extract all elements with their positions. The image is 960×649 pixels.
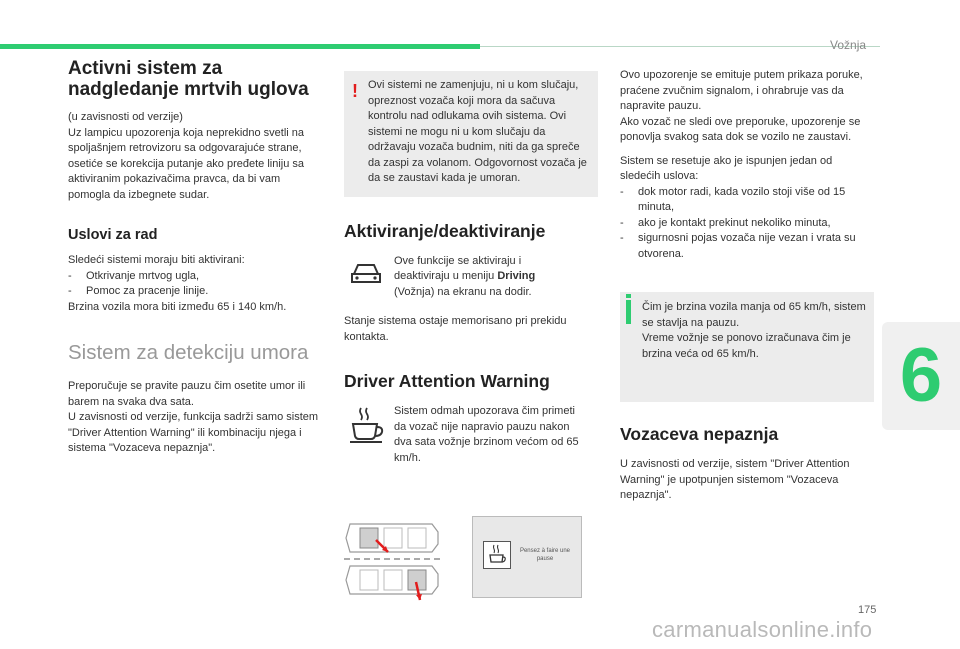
activation-row bbox=[344, 254, 598, 301]
chapter-color-bar bbox=[0, 44, 480, 49]
list-item-text: ako je kontakt prekinut nekoliko minuta, bbox=[638, 216, 831, 229]
driver-inattention-text: U zavisnosti od verzije, sistem "Driver Attention Warning" je upotpunjen sistemom "Vozaceva nepaznja". bbox=[620, 458, 850, 501]
list-item: - Pomoc za pracenje linije. bbox=[68, 284, 324, 300]
list-item: - Otkrivanje mrtvog ugla, bbox=[68, 269, 324, 285]
info-recalculate: Vreme vožnje se ponovo izračunava čim je brzina veća od 65 km/h. bbox=[642, 332, 851, 360]
screen-text-line: pause bbox=[536, 556, 554, 562]
car-icon bbox=[344, 254, 394, 295]
activation-text-start: Ove funkcije se aktiviraju i deaktiviraju u meniju bbox=[394, 254, 522, 282]
lane-correction-figure bbox=[344, 516, 444, 606]
page-number: 175 bbox=[858, 604, 877, 616]
coffee-cup-icon bbox=[483, 541, 511, 569]
chapter-tab[interactable] bbox=[882, 322, 960, 430]
section-title-conditions: Uslovi za rad bbox=[68, 227, 158, 243]
reset-intro: Sistem se resetuje ako je ispunjen jedan od sledećih uslova: bbox=[620, 154, 833, 182]
list-item-text: sigurnosni pojas vozača nije vezan i vrata su otvorena. bbox=[638, 232, 856, 260]
watermark: carmanualsonline.info bbox=[652, 617, 873, 642]
blind-spot-description: Uz lampicu upozorenja koja neprekidno svetli na spoljašnjem retrovizoru sa odgovarajuće strane, osetiće se korekcija putanje ako pređete liniju sa aktiviranim pokazivačima pravca, da bi vam pomogla da izbegnete sudar. bbox=[68, 126, 305, 201]
driving-menu-label: Driving bbox=[497, 270, 536, 282]
section-title-blind-spot bbox=[68, 58, 324, 100]
section-title-fatigue: Sistem za detekciju umora bbox=[68, 341, 309, 364]
pause-message-screen bbox=[472, 516, 582, 598]
speed-condition: Brzina vozila mora biti između 65 i 140 km/h. bbox=[68, 300, 287, 313]
column-middle bbox=[344, 71, 598, 466]
warning-text: Ovi sistemi ne zamenjuju, ni u kom slučaju, opreznost vozača koji mora da sačuva kontrolu nad odlukama ovih sistema. Ovi sistemi ne mogu ni u kom slučaju da održavaju vozača budnim, niti da ga spreče da zaspi za volanom. Odgovornost vozača je da se zaustavi kada je umoran. bbox=[368, 79, 587, 184]
alert-repeat: Ako vozač ne sledi ove preporuke, upozorenje se ponovlja svakog sata dok se vozilo ne zaustavi. bbox=[620, 115, 861, 143]
conditions-intro: Sledeći sistemi moraju biti aktivirani: bbox=[68, 254, 245, 266]
section-title-daw: Driver Attention Warning bbox=[344, 371, 550, 391]
list-item-text: Otkrivanje mrtvog ugla, bbox=[86, 269, 200, 282]
version-note: (u zavisnosti od verzije) bbox=[68, 111, 183, 123]
screen-text-line: Pensez à faire une bbox=[519, 548, 571, 554]
info-pause: Čim je brzina vozila manja od 65 km/h, sistem se stavlja na pauzu. bbox=[642, 301, 866, 329]
column-right bbox=[620, 68, 874, 504]
alert-description: Ovo upozorenje se emituje putem prikaza poruke, praćene zvučnim signalom, i ohrabruje vas da napravite pauzu. bbox=[620, 69, 863, 112]
list-item: - sigurnosni pojas vozača nije vezan i vrata su otvorena. bbox=[620, 231, 874, 262]
title-line: nadgledanje mrtvih uglova bbox=[68, 79, 309, 100]
list-item-text: dok motor radi, kada vozilo stoji više od 15 minuta, bbox=[638, 185, 846, 213]
daw-row bbox=[344, 404, 598, 466]
daw-text: Sistem odmah upozorava čim primeti da vozač nije napravio pauzu nakon dva sata vožnje brzinom većom od 65 km/h. bbox=[394, 405, 579, 464]
list-item: - ako je kontakt prekinut nekoliko minuta, bbox=[620, 216, 874, 232]
chapter-name: Vožnja bbox=[830, 38, 867, 52]
screen-message bbox=[513, 547, 577, 563]
header-rule bbox=[480, 46, 880, 47]
info-icon bbox=[626, 300, 631, 324]
coffee-cup-icon bbox=[344, 404, 394, 449]
column-left bbox=[68, 58, 324, 457]
section-title-driver-inattention: Vozaceva nepaznja bbox=[620, 424, 779, 444]
title-line: Activni sistem za bbox=[68, 58, 223, 79]
activation-text-end: (Vožnja) na ekranu na dodir. bbox=[394, 285, 532, 298]
list-item: - dok motor radi, kada vozilo stoji više od 15 minuta, bbox=[620, 185, 874, 216]
list-item-text: Pomoc za pracenje linije. bbox=[86, 285, 209, 297]
info-box bbox=[620, 292, 874, 402]
warning-box bbox=[344, 71, 598, 197]
memorized-note: Stanje sistema ostaje memorisano pri prekidu kontakta. bbox=[344, 315, 567, 343]
chapter-number: 6 bbox=[899, 333, 943, 418]
exclamation-icon: ! bbox=[352, 81, 358, 101]
fatigue-versions: U zavisnosti od verzije, funkcija sadrži samo sistem "Driver Attention Warning" ili kombinaciju njega i sistema "Vozaceva nepaznja". bbox=[68, 411, 319, 454]
section-title-activation: Aktiviranje/deaktiviranje bbox=[344, 220, 546, 241]
fatigue-recommendation: Preporučuje se pravite pauzu čim osetite umor ili barem na svaka dva sata. bbox=[68, 380, 306, 408]
activation-text bbox=[394, 254, 564, 301]
